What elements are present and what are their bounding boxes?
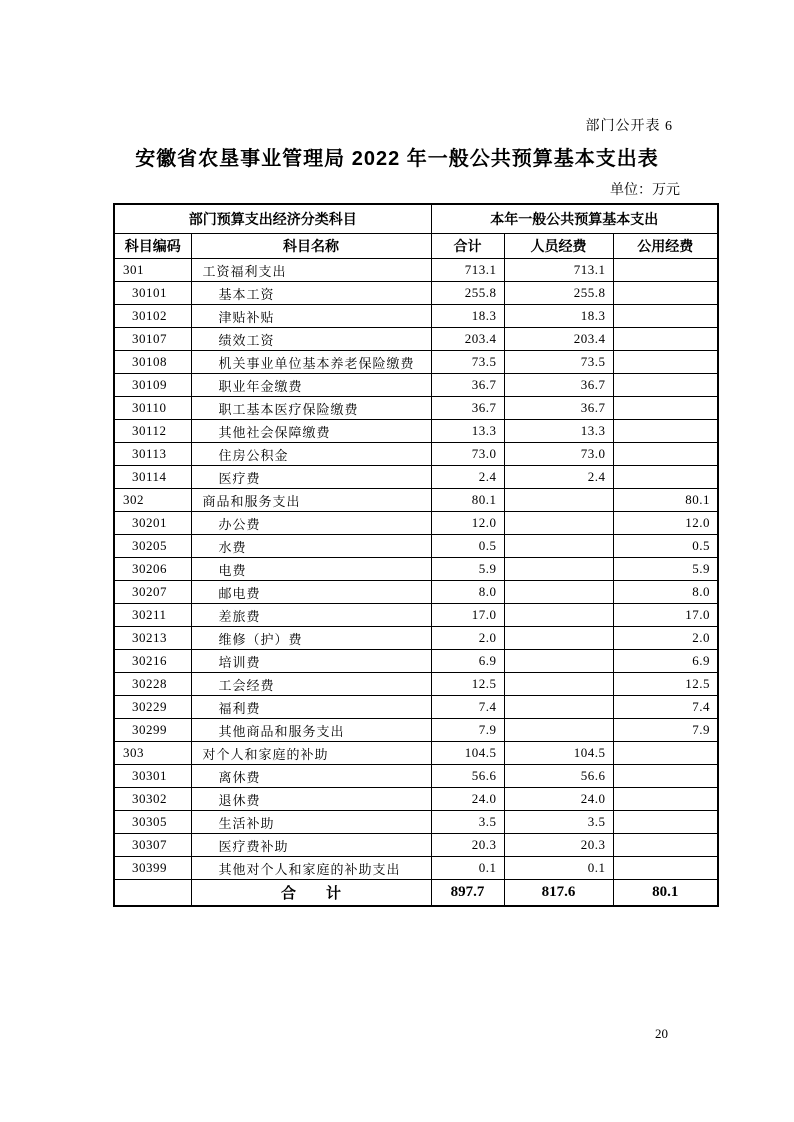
total-value-cell: 36.7 bbox=[431, 374, 504, 397]
personnel-expense-cell: 73.0 bbox=[504, 443, 613, 466]
total-row-total-value: 897.7 bbox=[431, 880, 504, 907]
subject-name-cell: 商品和服务支出 bbox=[191, 489, 431, 512]
personnel-expense-cell: 2.4 bbox=[504, 466, 613, 489]
table-row bbox=[114, 719, 718, 742]
public-expense-cell bbox=[613, 466, 718, 489]
subject-code-cell: 30299 bbox=[114, 719, 191, 742]
subject-name-cell: 生活补助 bbox=[191, 811, 431, 834]
subject-code-cell: 30228 bbox=[114, 673, 191, 696]
subject-name-cell: 邮电费 bbox=[191, 581, 431, 604]
personnel-expense-cell: 13.3 bbox=[504, 420, 613, 443]
subject-code-cell: 30112 bbox=[114, 420, 191, 443]
subject-code-cell: 30113 bbox=[114, 443, 191, 466]
personnel-expense-cell: 18.3 bbox=[504, 305, 613, 328]
public-expense-cell: 6.9 bbox=[613, 650, 718, 673]
subject-code-cell: 30302 bbox=[114, 788, 191, 811]
subject-code-cell: 30206 bbox=[114, 558, 191, 581]
subject-name-cell: 职业年金缴费 bbox=[191, 374, 431, 397]
total-row-personnel-value: 817.6 bbox=[504, 880, 613, 907]
total-value-cell: 0.1 bbox=[431, 857, 504, 880]
table-row bbox=[114, 374, 718, 397]
subject-name-cell: 办公费 bbox=[191, 512, 431, 535]
budget-expenditure-table bbox=[113, 203, 719, 907]
public-expense-cell bbox=[613, 397, 718, 420]
total-value-cell: 8.0 bbox=[431, 581, 504, 604]
column-header-subject-code: 科目编码 bbox=[114, 234, 191, 259]
subject-code-cell: 30307 bbox=[114, 834, 191, 857]
personnel-expense-cell bbox=[504, 696, 613, 719]
total-value-cell: 7.4 bbox=[431, 696, 504, 719]
table-row bbox=[114, 443, 718, 466]
table-row bbox=[114, 489, 718, 512]
table-row bbox=[114, 466, 718, 489]
personnel-expense-cell: 255.8 bbox=[504, 282, 613, 305]
personnel-expense-cell bbox=[504, 627, 613, 650]
subject-name-cell: 工会经费 bbox=[191, 673, 431, 696]
total-value-cell: 73.5 bbox=[431, 351, 504, 374]
subject-name-cell: 基本工资 bbox=[191, 282, 431, 305]
total-value-cell: 7.9 bbox=[431, 719, 504, 742]
personnel-expense-cell bbox=[504, 719, 613, 742]
subject-name-cell: 职工基本医疗保险缴费 bbox=[191, 397, 431, 420]
personnel-expense-cell: 3.5 bbox=[504, 811, 613, 834]
subject-name-cell: 工资福利支出 bbox=[191, 259, 431, 282]
total-value-cell: 20.3 bbox=[431, 834, 504, 857]
total-value-cell: 203.4 bbox=[431, 328, 504, 351]
table-row bbox=[114, 581, 718, 604]
subject-name-cell: 医疗费 bbox=[191, 466, 431, 489]
subject-name-cell: 福利费 bbox=[191, 696, 431, 719]
table-body bbox=[114, 259, 718, 880]
total-value-cell: 24.0 bbox=[431, 788, 504, 811]
total-value-cell: 12.0 bbox=[431, 512, 504, 535]
public-expense-cell bbox=[613, 328, 718, 351]
personnel-expense-cell bbox=[504, 581, 613, 604]
public-expense-cell: 2.0 bbox=[613, 627, 718, 650]
subject-code-cell: 30229 bbox=[114, 696, 191, 719]
personnel-expense-cell bbox=[504, 604, 613, 627]
subject-code-cell: 303 bbox=[114, 742, 191, 765]
personnel-expense-cell: 20.3 bbox=[504, 834, 613, 857]
total-value-cell: 0.5 bbox=[431, 535, 504, 558]
column-header-subject-name: 科目名称 bbox=[191, 234, 431, 259]
unit-label: 单位：万元 bbox=[610, 183, 680, 198]
table-row bbox=[114, 535, 718, 558]
subject-code-cell: 30205 bbox=[114, 535, 191, 558]
table-row bbox=[114, 305, 718, 328]
table-row bbox=[114, 811, 718, 834]
page-number: 20 bbox=[655, 1026, 668, 1041]
corner-table-label: 部门公开表 6 bbox=[585, 119, 673, 134]
personnel-expense-cell bbox=[504, 512, 613, 535]
personnel-expense-cell: 0.1 bbox=[504, 857, 613, 880]
public-expense-cell: 7.4 bbox=[613, 696, 718, 719]
public-expense-cell bbox=[613, 788, 718, 811]
personnel-expense-cell: 713.1 bbox=[504, 259, 613, 282]
table-row bbox=[114, 420, 718, 443]
column-header-personnel-expense: 人员经费 bbox=[504, 234, 613, 259]
table-row bbox=[114, 351, 718, 374]
public-expense-cell bbox=[613, 443, 718, 466]
subject-code-cell: 301 bbox=[114, 259, 191, 282]
public-expense-cell bbox=[613, 742, 718, 765]
table-row bbox=[114, 788, 718, 811]
public-expense-cell bbox=[613, 857, 718, 880]
public-expense-cell: 17.0 bbox=[613, 604, 718, 627]
total-row-public-value: 80.1 bbox=[613, 880, 718, 907]
personnel-expense-cell bbox=[504, 673, 613, 696]
total-value-cell: 2.4 bbox=[431, 466, 504, 489]
personnel-expense-cell: 36.7 bbox=[504, 397, 613, 420]
subject-name-cell: 其他社会保障缴费 bbox=[191, 420, 431, 443]
subject-code-cell: 30110 bbox=[114, 397, 191, 420]
personnel-expense-cell: 24.0 bbox=[504, 788, 613, 811]
public-expense-cell: 7.9 bbox=[613, 719, 718, 742]
personnel-expense-cell bbox=[504, 489, 613, 512]
table-row bbox=[114, 604, 718, 627]
total-value-cell: 12.5 bbox=[431, 673, 504, 696]
public-expense-cell bbox=[613, 811, 718, 834]
public-expense-cell bbox=[613, 282, 718, 305]
public-expense-cell: 0.5 bbox=[613, 535, 718, 558]
subject-code-cell: 30102 bbox=[114, 305, 191, 328]
total-value-cell: 3.5 bbox=[431, 811, 504, 834]
public-expense-cell: 12.0 bbox=[613, 512, 718, 535]
total-value-cell: 56.6 bbox=[431, 765, 504, 788]
public-expense-cell bbox=[613, 259, 718, 282]
table-row bbox=[114, 673, 718, 696]
table-row bbox=[114, 857, 718, 880]
total-value-cell: 104.5 bbox=[431, 742, 504, 765]
table-row bbox=[114, 328, 718, 351]
subject-name-cell: 电费 bbox=[191, 558, 431, 581]
subject-name-cell: 退休费 bbox=[191, 788, 431, 811]
total-value-cell: 36.7 bbox=[431, 397, 504, 420]
public-expense-cell: 8.0 bbox=[613, 581, 718, 604]
header-group-row bbox=[114, 204, 718, 234]
public-expense-cell bbox=[613, 765, 718, 788]
personnel-expense-cell bbox=[504, 650, 613, 673]
table-row bbox=[114, 834, 718, 857]
public-expense-cell bbox=[613, 351, 718, 374]
subject-name-cell: 离休费 bbox=[191, 765, 431, 788]
total-value-cell: 80.1 bbox=[431, 489, 504, 512]
total-value-cell: 5.9 bbox=[431, 558, 504, 581]
total-value-cell: 13.3 bbox=[431, 420, 504, 443]
public-expense-cell: 80.1 bbox=[613, 489, 718, 512]
subject-code-cell: 30211 bbox=[114, 604, 191, 627]
subject-code-cell: 30207 bbox=[114, 581, 191, 604]
subject-name-cell: 水费 bbox=[191, 535, 431, 558]
table-row bbox=[114, 627, 718, 650]
table-row bbox=[114, 765, 718, 788]
subject-code-cell: 30301 bbox=[114, 765, 191, 788]
subject-name-cell: 医疗费补助 bbox=[191, 834, 431, 857]
total-row-label: 合 计 bbox=[191, 880, 431, 907]
table-row bbox=[114, 696, 718, 719]
table-row bbox=[114, 650, 718, 673]
personnel-expense-cell: 56.6 bbox=[504, 765, 613, 788]
personnel-expense-cell: 36.7 bbox=[504, 374, 613, 397]
subject-name-cell: 绩效工资 bbox=[191, 328, 431, 351]
subject-name-cell: 差旅费 bbox=[191, 604, 431, 627]
public-expense-cell: 5.9 bbox=[613, 558, 718, 581]
table-row bbox=[114, 397, 718, 420]
total-row bbox=[114, 880, 718, 907]
public-expense-cell bbox=[613, 420, 718, 443]
table-footer bbox=[114, 880, 718, 907]
subject-name-cell: 津贴补贴 bbox=[191, 305, 431, 328]
personnel-expense-cell bbox=[504, 535, 613, 558]
subject-code-cell: 30114 bbox=[114, 466, 191, 489]
subject-name-cell: 其他商品和服务支出 bbox=[191, 719, 431, 742]
subject-code-cell: 30305 bbox=[114, 811, 191, 834]
subject-name-cell: 机关事业单位基本养老保险缴费 bbox=[191, 351, 431, 374]
total-value-cell: 6.9 bbox=[431, 650, 504, 673]
table-row bbox=[114, 259, 718, 282]
header-group-basic-expenditure: 本年一般公共预算基本支出 bbox=[431, 204, 718, 234]
personnel-expense-cell: 73.5 bbox=[504, 351, 613, 374]
page-title: 安徽省农垦事业管理局 2022 年一般公共预算基本支出表 bbox=[135, 148, 659, 170]
subject-code-cell: 30213 bbox=[114, 627, 191, 650]
table-header bbox=[114, 204, 718, 259]
total-value-cell: 255.8 bbox=[431, 282, 504, 305]
total-value-cell: 713.1 bbox=[431, 259, 504, 282]
personnel-expense-cell bbox=[504, 558, 613, 581]
subject-code-cell: 30101 bbox=[114, 282, 191, 305]
subject-name-cell: 其他对个人和家庭的补助支出 bbox=[191, 857, 431, 880]
subject-name-cell: 维修（护）费 bbox=[191, 627, 431, 650]
public-expense-cell bbox=[613, 374, 718, 397]
public-expense-cell: 12.5 bbox=[613, 673, 718, 696]
table-row bbox=[114, 558, 718, 581]
column-header-total: 合计 bbox=[431, 234, 504, 259]
public-expense-cell bbox=[613, 834, 718, 857]
total-value-cell: 17.0 bbox=[431, 604, 504, 627]
subject-name-cell: 对个人和家庭的补助 bbox=[191, 742, 431, 765]
subject-code-cell: 30107 bbox=[114, 328, 191, 351]
total-value-cell: 2.0 bbox=[431, 627, 504, 650]
subject-code-cell: 30216 bbox=[114, 650, 191, 673]
column-header-public-expense: 公用经费 bbox=[613, 234, 718, 259]
subject-code-cell: 30201 bbox=[114, 512, 191, 535]
header-group-classification: 部门预算支出经济分类科目 bbox=[114, 204, 431, 234]
table-row bbox=[114, 512, 718, 535]
table-row bbox=[114, 742, 718, 765]
table-row bbox=[114, 282, 718, 305]
subject-code-cell: 30399 bbox=[114, 857, 191, 880]
subject-name-cell: 住房公积金 bbox=[191, 443, 431, 466]
subject-code-cell: 30109 bbox=[114, 374, 191, 397]
subject-code-cell: 30108 bbox=[114, 351, 191, 374]
total-row-empty-code-cell bbox=[114, 880, 191, 907]
total-value-cell: 73.0 bbox=[431, 443, 504, 466]
subject-code-cell: 302 bbox=[114, 489, 191, 512]
personnel-expense-cell: 104.5 bbox=[504, 742, 613, 765]
header-column-row bbox=[114, 234, 718, 259]
public-expense-cell bbox=[613, 305, 718, 328]
subject-name-cell: 培训费 bbox=[191, 650, 431, 673]
personnel-expense-cell: 203.4 bbox=[504, 328, 613, 351]
total-value-cell: 18.3 bbox=[431, 305, 504, 328]
